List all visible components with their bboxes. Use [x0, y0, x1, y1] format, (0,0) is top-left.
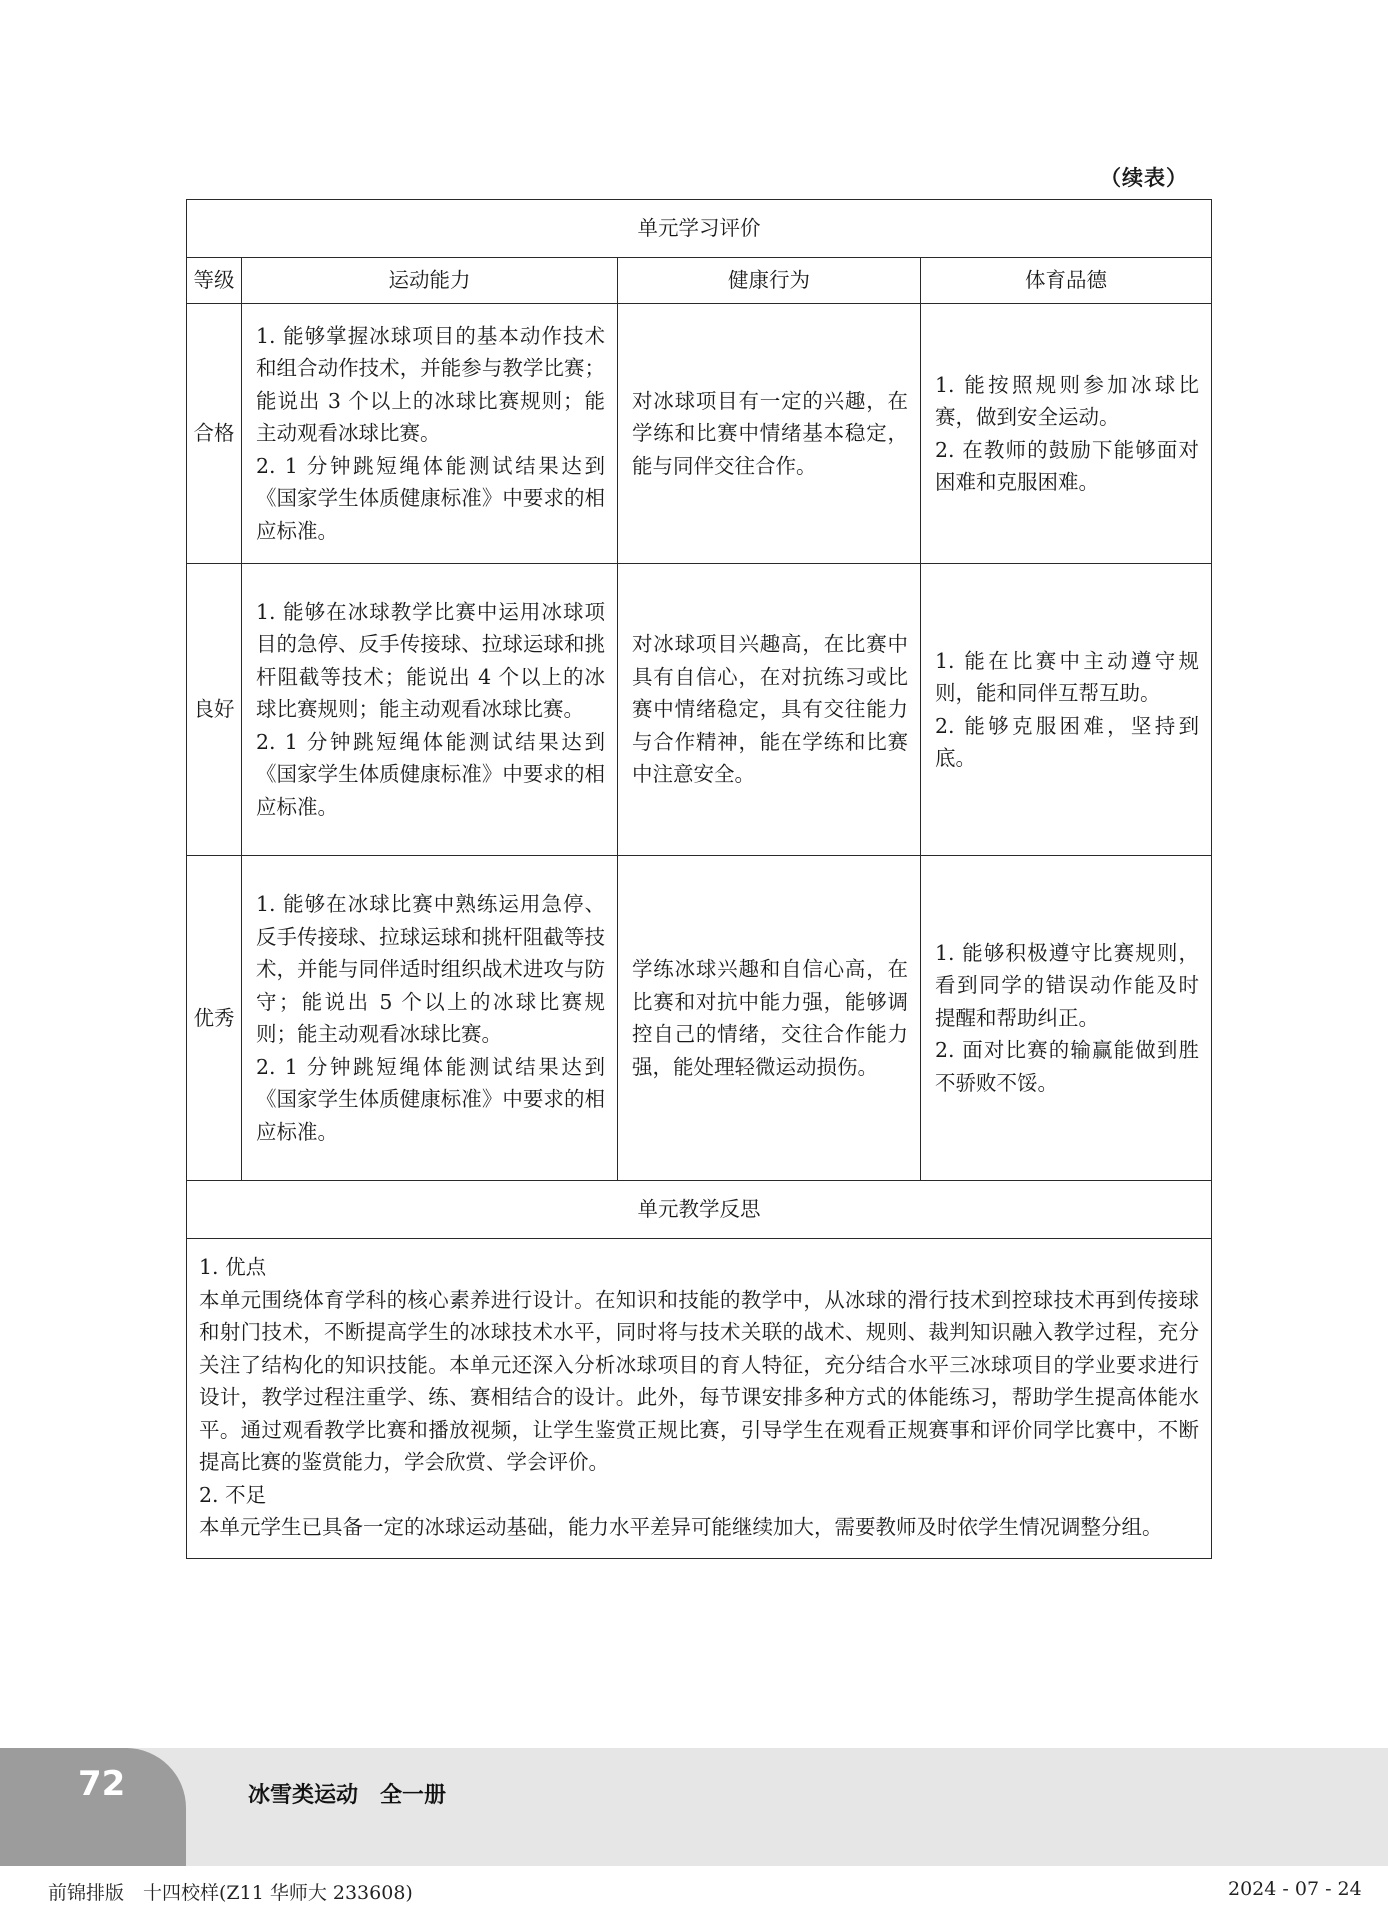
weaknesses-text: 本单元学生已具备一定的冰球运动基础，能力水平差异可能继续加大，需要教师及时依学生情况调整分组。: [199, 1515, 1163, 1539]
ethics-cell: [921, 856, 1212, 1181]
health-text: 对冰球项目有一定的兴趣，在学练和比赛中情绪基本稳定，能与同伴交往合作。: [632, 388, 908, 478]
print-slug: 前锦排版 十四校样(Z11 华师大 233608): [48, 1882, 413, 1904]
grade-cell: 合格: [187, 304, 242, 564]
ethics-text: 1. 能够积极遵守比赛规则，看到同学的错误动作能及时提醒和帮助纠正。 2. 面对比赛的输赢能做到胜不骄败不馁。: [935, 940, 1199, 1095]
ethics-text: 1. 能在比赛中主动遵守规则，能和同伴互帮互助。 2. 能够克服困难，坚持到底。: [935, 648, 1199, 770]
reflection-title: 单元教学反思: [187, 1181, 1212, 1239]
ability-cell: [242, 304, 618, 564]
strengths-text: 本单元围绕体育学科的核心素养进行设计。在知识和技能的教学中，从冰球的滑行技术到控球技术再到传接球和射门技术，不断提高学生的冰球技术水平，同时将与技术关联的战术、规则、裁判知识融入教学过程，充分关注了结构化的知识技能。本单元还深入分析冰球项目的育人特征，充分结合水平三冰球项目的学业要求进行设计，教学过程注重学、练、赛相结合的设计。此外，每节课安排多种方式的体能练习，帮助学生提高体能水平。通过观看教学比赛和播放视频，让学生鉴赏正规比赛，引导学生在观看正规赛事和评价同学比赛中，不断提高比赛的鉴赏能力，学会欣赏、学会评价。: [199, 1287, 1199, 1474]
health-cell: [618, 564, 921, 856]
header-ability: 运动能力: [242, 258, 618, 304]
health-cell: [618, 856, 921, 1181]
strengths-heading: 1. 优点: [199, 1255, 267, 1279]
unit-evaluation-table: [186, 199, 1212, 1559]
health-text: 学练冰球兴趣和自信心高，在比赛和对抗中能力强，能够调控自己的情绪，交往合作能力强，能处理轻微运动损伤。: [632, 957, 908, 1079]
ethics-cell: [921, 304, 1212, 564]
table-row: [187, 564, 1212, 856]
health-cell: [618, 304, 921, 564]
footer-bar: [0, 1748, 1388, 1866]
book-title: 冰雪类运动 全一册: [248, 1783, 447, 1808]
header-ethics: 体育品德: [921, 258, 1212, 304]
ability-text: 1. 能够掌握冰球项目的基本动作技术和组合动作技术，并能参与教学比赛；能说出 3 个以上的冰球比赛规则；能主动观看冰球比赛。 2. 1 分钟跳短绳体能测试结果达到《国家学生体质健康标准》中要求的相应标准。: [256, 323, 605, 543]
ability-text: 1. 能够在冰球比赛中熟练运用急停、反手传接球、拉球运球和挑杆阻截等技术，并能与同伴适时组织战术进攻与防守；能说出 5 个以上的冰球比赛规则；能主动观看冰球比赛。 2. 1 分钟跳短绳体能测试结果达到《国家学生体质健康标准》中要求的相应标准。: [256, 892, 605, 1144]
grade-cell: 良好: [187, 564, 242, 856]
table-row: [187, 304, 1212, 564]
reflection-body: [187, 1239, 1212, 1559]
header-grade: 等级: [187, 258, 242, 304]
page-number: 72: [78, 1764, 126, 1804]
ability-text: 1. 能够在冰球教学比赛中运用冰球项目的急停、反手传接球、拉球运球和挑杆阻截等技术；能说出 4 个以上的冰球比赛规则；能主动观看冰球比赛。 2. 1 分钟跳短绳体能测试结果达到《国家学生体质健康标准》中要求的相应标准。: [256, 599, 605, 819]
ethics-text: 1. 能按照规则参加冰球比赛，做到安全运动。 2. 在教师的鼓励下能够面对困难和克服困难。: [935, 372, 1199, 494]
ability-cell: [242, 564, 618, 856]
section-title: 单元学习评价: [187, 200, 1212, 258]
grade-cell: 优秀: [187, 856, 242, 1181]
ethics-cell: [921, 564, 1212, 856]
table-row: [187, 856, 1212, 1181]
header-health: 健康行为: [618, 258, 921, 304]
weaknesses-heading: 2. 不足: [199, 1482, 267, 1507]
health-text: 对冰球项目兴趣高，在比赛中具有自信心，在对抗练习或比赛中情绪稳定，具有交往能力与合作精神，能在学练和比赛中注意安全。: [632, 632, 908, 787]
ability-cell: [242, 856, 618, 1181]
continued-label: （续表）: [1100, 166, 1188, 190]
print-date: 2024 - 07 - 24: [1228, 1878, 1362, 1900]
